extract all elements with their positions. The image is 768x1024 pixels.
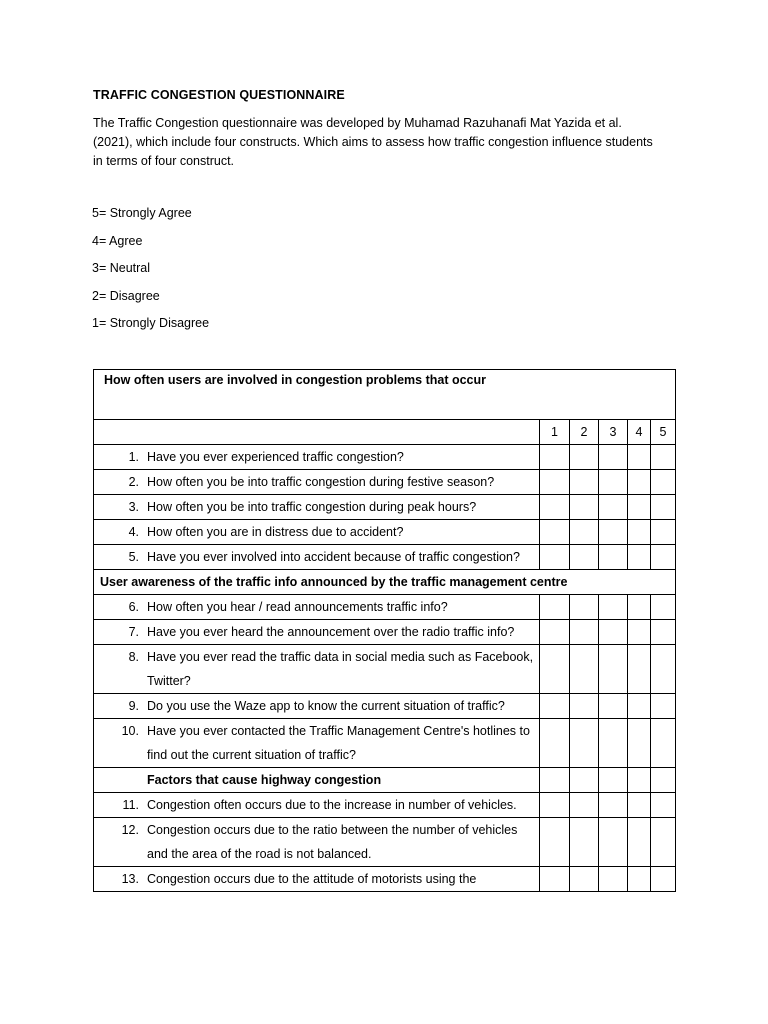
rating-cell[interactable] <box>570 645 599 694</box>
question-text: Have you ever heard the announcement over the radio traffic info? <box>147 625 515 639</box>
page-title: TRAFFIC CONGESTION QUESTIONNAIRE <box>93 88 345 102</box>
rating-cell[interactable] <box>599 793 628 818</box>
question-text: Have you ever involved into accident because of traffic congestion? <box>147 550 520 564</box>
question-cell <box>94 620 540 645</box>
question-number: 3. <box>128 500 139 514</box>
scale-item: 4= Agree <box>92 233 143 248</box>
rating-cell[interactable] <box>628 520 651 545</box>
rating-cell[interactable] <box>628 545 651 570</box>
question-text: Have you ever experienced traffic congestion? <box>147 450 404 464</box>
rating-cell[interactable] <box>540 793 570 818</box>
rating-cell[interactable] <box>628 595 651 620</box>
rating-cell[interactable] <box>570 867 599 892</box>
question-number: 8. <box>128 650 139 664</box>
rating-cell[interactable] <box>540 445 570 470</box>
rating-cell[interactable] <box>570 445 599 470</box>
rating-cell[interactable] <box>570 495 599 520</box>
column-header: 4 <box>628 420 651 445</box>
column-header: 1 <box>540 420 570 445</box>
rating-cell[interactable] <box>651 645 676 694</box>
rating-cell[interactable] <box>651 793 676 818</box>
question-number: 13. <box>121 872 139 886</box>
rating-cell[interactable] <box>651 620 676 645</box>
column-header: 5 <box>651 420 676 445</box>
rating-cell[interactable] <box>599 470 628 495</box>
question-cell <box>94 818 540 867</box>
section-heading-row <box>94 570 676 595</box>
rating-cell <box>628 768 651 793</box>
rating-cell[interactable] <box>628 694 651 719</box>
question-cell <box>94 719 540 768</box>
rating-cell[interactable] <box>651 495 676 520</box>
rating-cell[interactable] <box>599 445 628 470</box>
rating-cell[interactable] <box>570 719 599 768</box>
rating-cell[interactable] <box>651 545 676 570</box>
question-text: How often you be into traffic congestion during festive season? <box>147 475 495 489</box>
rating-cell[interactable] <box>540 545 570 570</box>
question-row <box>94 445 676 470</box>
question-cell <box>94 867 540 892</box>
rating-cell[interactable] <box>570 620 599 645</box>
rating-cell <box>651 768 676 793</box>
rating-cell[interactable] <box>540 620 570 645</box>
rating-cell[interactable] <box>651 595 676 620</box>
question-cell <box>94 520 540 545</box>
rating-cell[interactable] <box>599 545 628 570</box>
rating-cell[interactable] <box>540 520 570 545</box>
question-number: 5. <box>128 550 139 564</box>
column-header: 3 <box>599 420 628 445</box>
question-number: 4. <box>128 525 139 539</box>
rating-cell[interactable] <box>599 645 628 694</box>
question-number: 1. <box>128 450 139 464</box>
question-text: Congestion occurs due to the attitude of motorists using the <box>147 872 477 886</box>
rating-cell[interactable] <box>628 719 651 768</box>
rating-cell[interactable] <box>599 719 628 768</box>
question-row <box>94 495 676 520</box>
scale-item: 5= Strongly Agree <box>92 206 192 220</box>
question-row <box>94 719 676 768</box>
section-heading-row <box>94 768 676 793</box>
scale-item: 3= Neutral <box>92 261 151 275</box>
section-heading-row <box>94 370 676 420</box>
question-cell <box>94 694 540 719</box>
section-heading: Factors that cause highway congestion <box>94 768 540 793</box>
column-header-row <box>94 420 676 445</box>
question-text: How often you are in distress due to accident? <box>147 525 404 539</box>
section-heading: User awareness of the traffic info announced by the traffic management centre <box>94 570 676 595</box>
rating-cell[interactable] <box>651 818 676 867</box>
question-number: 12. <box>121 823 139 837</box>
question-text: How often you hear / read announcements traffic info? <box>147 600 448 614</box>
question-text: Do you use the Waze app to know the current situation of traffic? <box>147 699 505 713</box>
question-cell <box>94 793 540 818</box>
question-row <box>94 867 676 892</box>
rating-cell[interactable] <box>651 719 676 768</box>
question-text: Have you ever read the traffic data in social media such as Facebook, Twitter? <box>147 650 534 688</box>
rating-cell[interactable] <box>599 818 628 867</box>
question-row <box>94 595 676 620</box>
question-row <box>94 694 676 719</box>
rating-cell[interactable] <box>540 719 570 768</box>
question-number: 7. <box>128 625 139 639</box>
rating-cell[interactable] <box>540 818 570 867</box>
question-number: 10. <box>121 724 139 738</box>
header-blank-cell <box>94 420 540 445</box>
rating-cell[interactable] <box>628 645 651 694</box>
rating-cell[interactable] <box>540 867 570 892</box>
questionnaire-table <box>93 369 676 892</box>
question-row <box>94 818 676 867</box>
rating-cell[interactable] <box>628 793 651 818</box>
rating-cell[interactable] <box>540 495 570 520</box>
rating-cell <box>599 768 628 793</box>
rating-cell[interactable] <box>599 694 628 719</box>
section-heading: How often users are involved in congestion problems that occur <box>94 370 676 420</box>
rating-cell[interactable] <box>628 818 651 867</box>
question-text: Congestion occurs due to the ratio between the number of vehicles and the area of the road is not balanced. <box>147 823 518 861</box>
question-cell <box>94 495 540 520</box>
rating-cell[interactable] <box>599 867 628 892</box>
rating-cell[interactable] <box>651 445 676 470</box>
rating-cell[interactable] <box>540 595 570 620</box>
scale-item: 1= Strongly Disagree <box>92 316 210 330</box>
intro-paragraph: The Traffic Congestion questionnaire was developed by Muhamad Razuhanafi Mat Yazida et al. (2021), which include four constructs. Which aims to assess how traffic congestion influence students in terms of four construct. <box>93 116 653 168</box>
rating-cell[interactable] <box>599 620 628 645</box>
question-cell <box>94 445 540 470</box>
rating-cell[interactable] <box>628 867 651 892</box>
rating-cell[interactable] <box>651 520 676 545</box>
question-cell <box>94 645 540 694</box>
question-cell <box>94 545 540 570</box>
rating-cell[interactable] <box>540 645 570 694</box>
rating-cell[interactable] <box>540 694 570 719</box>
question-number: 11. <box>122 798 139 812</box>
rating-cell[interactable] <box>599 495 628 520</box>
rating-cell[interactable] <box>628 470 651 495</box>
rating-cell[interactable] <box>570 818 599 867</box>
rating-cell[interactable] <box>599 520 628 545</box>
rating-cell[interactable] <box>570 694 599 719</box>
question-row <box>94 520 676 545</box>
column-header: 2 <box>570 420 599 445</box>
question-row <box>94 645 676 694</box>
question-text: Congestion often occurs due to the increase in number of vehicles. <box>147 798 517 812</box>
question-number: 9. <box>128 699 139 713</box>
question-row <box>94 545 676 570</box>
scale-item: 2= Disagree <box>92 288 160 303</box>
question-cell <box>94 470 540 495</box>
question-row <box>94 793 676 818</box>
question-text: Have you ever contacted the Traffic Management Centre's hotlines to find out the current situation of traffic? <box>147 724 530 762</box>
rating-cell[interactable] <box>628 445 651 470</box>
rating-cell[interactable] <box>599 595 628 620</box>
question-number: 6. <box>128 600 139 614</box>
rating-cell[interactable] <box>570 470 599 495</box>
rating-cell <box>540 768 570 793</box>
question-cell <box>94 595 540 620</box>
question-row <box>94 470 676 495</box>
rating-cell[interactable] <box>540 470 570 495</box>
rating-cell <box>570 768 599 793</box>
rating-cell[interactable] <box>570 520 599 545</box>
rating-cell[interactable] <box>651 694 676 719</box>
rating-cell[interactable] <box>570 793 599 818</box>
rating-cell[interactable] <box>628 495 651 520</box>
question-number: 2. <box>128 475 139 489</box>
rating-scale <box>92 204 209 342</box>
rating-cell[interactable] <box>570 545 599 570</box>
rating-cell[interactable] <box>651 470 676 495</box>
rating-cell[interactable] <box>570 595 599 620</box>
rating-cell[interactable] <box>628 620 651 645</box>
question-text: How often you be into traffic congestion during peak hours? <box>147 500 477 514</box>
question-row <box>94 620 676 645</box>
rating-cell[interactable] <box>651 867 676 892</box>
